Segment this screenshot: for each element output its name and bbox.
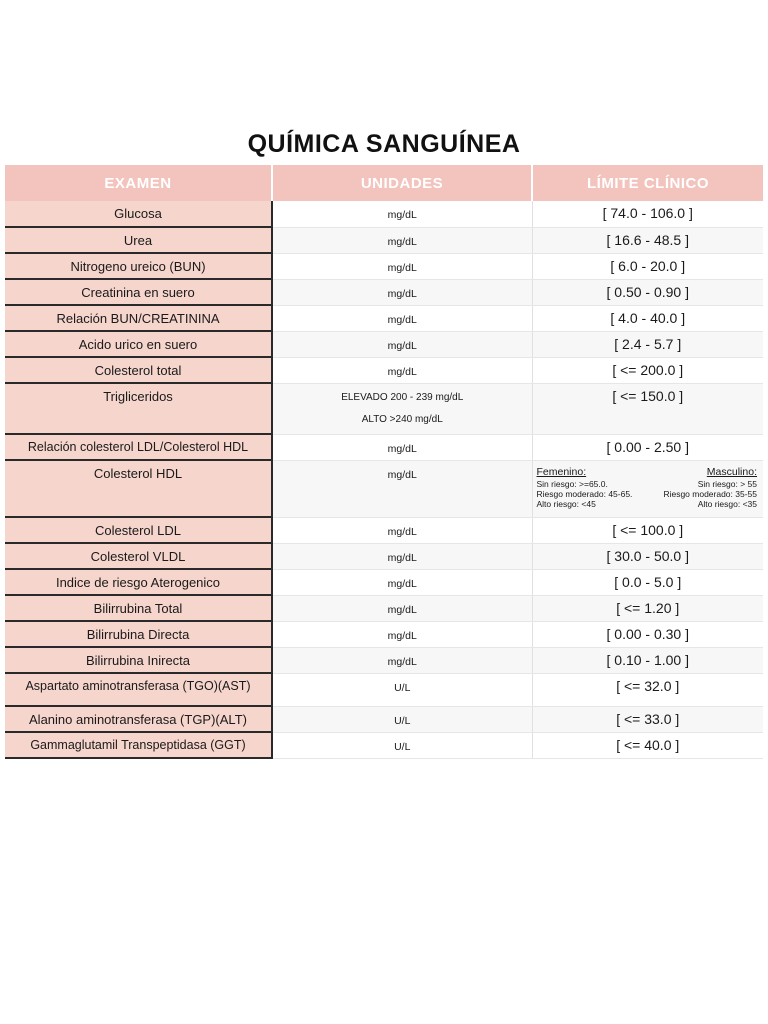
exam-name: Aspartato aminotransferasa (TGO)(AST) bbox=[5, 673, 272, 706]
table-row bbox=[5, 201, 763, 227]
table-header-row bbox=[5, 165, 763, 201]
exam-units: mg/dL bbox=[272, 279, 532, 305]
exam-units: mg/dL bbox=[272, 647, 532, 673]
exam-name: Gammaglutamil Transpeptidasa (GGT) bbox=[5, 732, 272, 758]
exam-limit: [ 4.0 - 40.0 ] bbox=[532, 305, 763, 331]
exam-name: Acido urico en suero bbox=[5, 331, 272, 357]
exam-limit: [ 0.0 - 5.0 ] bbox=[532, 569, 763, 595]
chemistry-table bbox=[5, 165, 763, 759]
exam-limit: [ <= 100.0 ] bbox=[532, 517, 763, 543]
exam-name: Creatinina en suero bbox=[5, 279, 272, 305]
exam-name: Urea bbox=[5, 227, 272, 253]
table-row bbox=[5, 517, 763, 543]
exam-name: Bilirrubina Directa bbox=[5, 621, 272, 647]
exam-units: mg/dL bbox=[272, 543, 532, 569]
table-row bbox=[5, 227, 763, 253]
header-units: UNIDADES bbox=[272, 165, 532, 201]
exam-limit: [ <= 33.0 ] bbox=[532, 706, 763, 732]
header-limit: LÍMITE CLÍNICO bbox=[532, 165, 763, 201]
exam-name: Bilirrubina Total bbox=[5, 595, 272, 621]
table-row bbox=[5, 331, 763, 357]
table-row bbox=[5, 647, 763, 673]
page-title: QUÍMICA SANGUÍNEA bbox=[247, 130, 521, 158]
exam-name: Colesterol HDL bbox=[5, 460, 272, 517]
exam-limit: [ <= 32.0 ] bbox=[532, 673, 763, 706]
exam-name: Bilirrubina Inirecta bbox=[5, 647, 272, 673]
exam-name: Glucosa bbox=[5, 201, 272, 227]
exam-name: Relación colesterol LDL/Colesterol HDL bbox=[5, 434, 272, 460]
male-risk-line: Sin riesgo: > 55 bbox=[697, 478, 757, 489]
table-row bbox=[5, 357, 763, 383]
table-row bbox=[5, 569, 763, 595]
exam-units: mg/dL bbox=[272, 460, 532, 517]
exam-units: mg/dL bbox=[272, 621, 532, 647]
exam-limit: [ 0.00 - 0.30 ] bbox=[532, 621, 763, 647]
female-risk-line: Riesgo moderado: 45-65. bbox=[536, 488, 633, 499]
exam-units: mg/dL bbox=[272, 517, 532, 543]
table-row bbox=[5, 460, 763, 517]
header-exam: EXAMEN bbox=[5, 165, 272, 201]
exam-name: Nitrogeno ureico (BUN) bbox=[5, 253, 272, 279]
exam-limit: [ <= 1.20 ] bbox=[532, 595, 763, 621]
exam-units: mg/dL bbox=[272, 569, 532, 595]
female-risk-line: Sin riesgo: >=65.0. bbox=[536, 478, 608, 489]
units-line: ELEVADO 200 - 239 mg/dL bbox=[341, 391, 464, 403]
exam-name: Alanino aminotransferasa (TGP)(ALT) bbox=[5, 706, 272, 732]
exam-limit: [ 16.6 - 48.5 ] bbox=[532, 227, 763, 253]
exam-units: mg/dL bbox=[272, 253, 532, 279]
exam-limit: [ <= 200.0 ] bbox=[532, 357, 763, 383]
exam-units: U/L bbox=[272, 706, 532, 732]
exam-name: Indice de riesgo Aterogenico bbox=[5, 569, 272, 595]
exam-limit: [ 30.0 - 50.0 ] bbox=[532, 543, 763, 569]
exam-limit: [ 0.00 - 2.50 ] bbox=[532, 434, 763, 460]
exam-units: mg/dL bbox=[272, 357, 532, 383]
table-row bbox=[5, 279, 763, 305]
exam-limit: [ 74.0 - 106.0 ] bbox=[532, 201, 763, 227]
exam-units: U/L bbox=[272, 673, 532, 706]
exam-limit bbox=[532, 460, 763, 517]
table-row bbox=[5, 673, 763, 706]
hdl-risk-table bbox=[533, 464, 764, 509]
exam-limit: [ 6.0 - 20.0 ] bbox=[532, 253, 763, 279]
male-risk-line: Alto riesgo: <35 bbox=[697, 498, 757, 509]
female-label: Femenino: bbox=[536, 465, 587, 478]
table-row bbox=[5, 706, 763, 732]
exam-limit: [ 2.4 - 5.7 ] bbox=[532, 331, 763, 357]
exam-name: Colesterol total bbox=[5, 357, 272, 383]
exam-units: mg/dL bbox=[272, 434, 532, 460]
table-row bbox=[5, 732, 763, 758]
exam-units: mg/dL bbox=[272, 595, 532, 621]
exam-name: Relación BUN/CREATININA bbox=[5, 305, 272, 331]
table-row bbox=[5, 595, 763, 621]
exam-units bbox=[272, 383, 532, 434]
exam-limit: [ <= 40.0 ] bbox=[532, 732, 763, 758]
exam-name: Colesterol LDL bbox=[5, 517, 272, 543]
exam-units: mg/dL bbox=[272, 201, 532, 227]
table-row bbox=[5, 305, 763, 331]
exam-units: mg/dL bbox=[272, 305, 532, 331]
exam-name: Colesterol VLDL bbox=[5, 543, 272, 569]
exam-units: mg/dL bbox=[272, 331, 532, 357]
female-risk-line: Alto riesgo: <45 bbox=[536, 498, 596, 509]
table-row bbox=[5, 434, 763, 460]
units-line: ALTO >240 mg/dL bbox=[361, 413, 443, 425]
male-risk-line: Riesgo moderado: 35-55 bbox=[663, 488, 757, 499]
exam-limit: [ 0.10 - 1.00 ] bbox=[532, 647, 763, 673]
exam-units: U/L bbox=[272, 732, 532, 758]
exam-name: Trigliceridos bbox=[5, 383, 272, 434]
table-row bbox=[5, 383, 763, 434]
table-row bbox=[5, 253, 763, 279]
table-row bbox=[5, 543, 763, 569]
exam-limit: [ <= 150.0 ] bbox=[532, 383, 763, 434]
table-row bbox=[5, 621, 763, 647]
exam-limit: [ 0.50 - 0.90 ] bbox=[532, 279, 763, 305]
male-label: Masculino: bbox=[706, 465, 757, 478]
exam-units: mg/dL bbox=[272, 227, 532, 253]
